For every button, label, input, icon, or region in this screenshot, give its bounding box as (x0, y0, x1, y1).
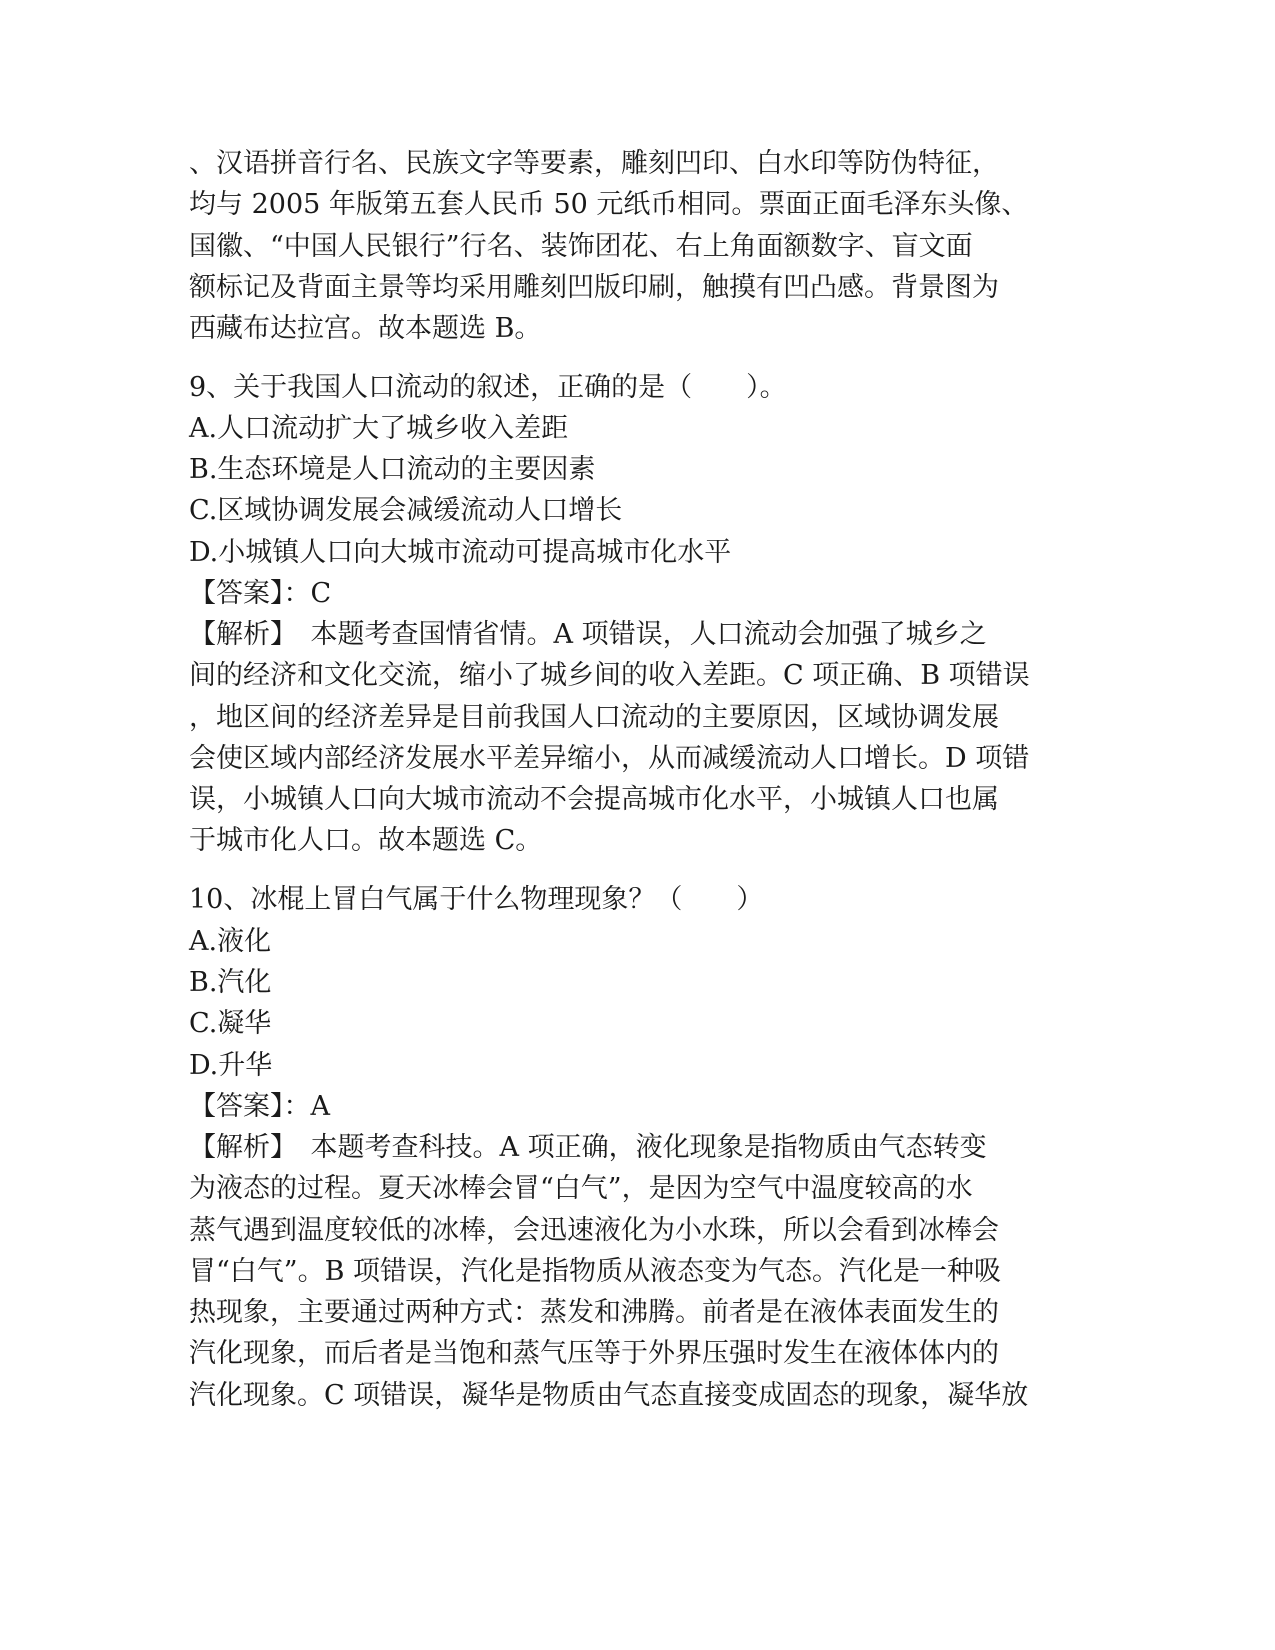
analysis-line: ，地区间的经济差异是目前我国人口流动的主要原因，区域协调发展 (189, 702, 999, 733)
text-line: 均与 2005 年版第五套人民币 50 元纸币相同。票面正面毛泽东头像、 (189, 189, 1029, 220)
analysis-line: 汽化现象，而后者是当饱和蒸气压等于外界压强时发生在液体体内的 (189, 1338, 999, 1369)
option-b: B.生态环境是人口流动的主要因素 (189, 454, 596, 485)
question-stem: 10、冰棍上冒白气属于什么物理现象？（ ） (189, 884, 764, 915)
answer-line: 【答案】：A (189, 1091, 330, 1122)
analysis-line: 【解析】 本题考查科技。A 项正确，液化现象是指物质由气态转变 (189, 1132, 987, 1163)
analysis-line: 热现象，主要通过两种方式：蒸发和沸腾。前者是在液体表面发生的 (189, 1297, 999, 1328)
analysis-line: 汽化现象。C 项错误，凝华是物质由气态直接变成固态的现象，凝华放 (189, 1380, 1029, 1411)
text-line: 国徽、“中国人民银行”行名、装饰团花、右上角面额数字、盲文面 (189, 231, 973, 262)
option-c: C.区域协调发展会减缓流动人口增长 (189, 495, 623, 526)
option-c: C.凝华 (189, 1008, 272, 1039)
option-d: D.小城镇人口向大城市流动可提高城市化水平 (189, 537, 732, 568)
option-a: A.液化 (189, 926, 272, 957)
analysis-line: 间的经济和文化交流，缩小了城乡间的收入差距。C 项正确、B 项错误 (189, 660, 1030, 691)
text-line: 额标记及背面主景等均采用雕刻凹版印刷，触摸有凹凸感。背景图为 (189, 272, 999, 303)
analysis-line: 冒“白气”。B 项错误，汽化是指物质从液态变为气态。汽化是一种吸 (189, 1256, 1002, 1287)
analysis-line: 蒸气遇到温度较低的冰棒，会迅速液化为小水珠，所以会看到冰棒会 (189, 1215, 999, 1246)
analysis-line: 为液态的过程。夏天冰棒会冒“白气”，是因为空气中温度较高的水 (189, 1173, 973, 1204)
analysis-line: 会使区域内部经济发展水平差异缩小，从而减缓流动人口增长。D 项错 (189, 743, 1030, 774)
text-line: 西藏布达拉宫。故本题选 B。 (189, 313, 542, 344)
question-stem: 9、关于我国人口流动的叙述，正确的是（ ）。 (189, 372, 787, 403)
analysis-line: 【解析】 本题考查国情省情。A 项错误，人口流动会加强了城乡之 (189, 619, 987, 650)
option-d: D.升华 (189, 1050, 273, 1081)
analysis-line: 于城市化人口。故本题选 C。 (189, 825, 543, 856)
text-line: 、汉语拼音行名、民族文字等要素，雕刻凹印、白水印等防伪特征， (189, 148, 999, 179)
option-a: A.人口流动扩大了城乡收入差距 (189, 413, 569, 444)
option-b: B.汽化 (189, 967, 272, 998)
analysis-line: 误，小城镇人口向大城市流动不会提高城市化水平，小城镇人口也属 (189, 784, 999, 815)
answer-line: 【答案】：C (189, 578, 332, 609)
